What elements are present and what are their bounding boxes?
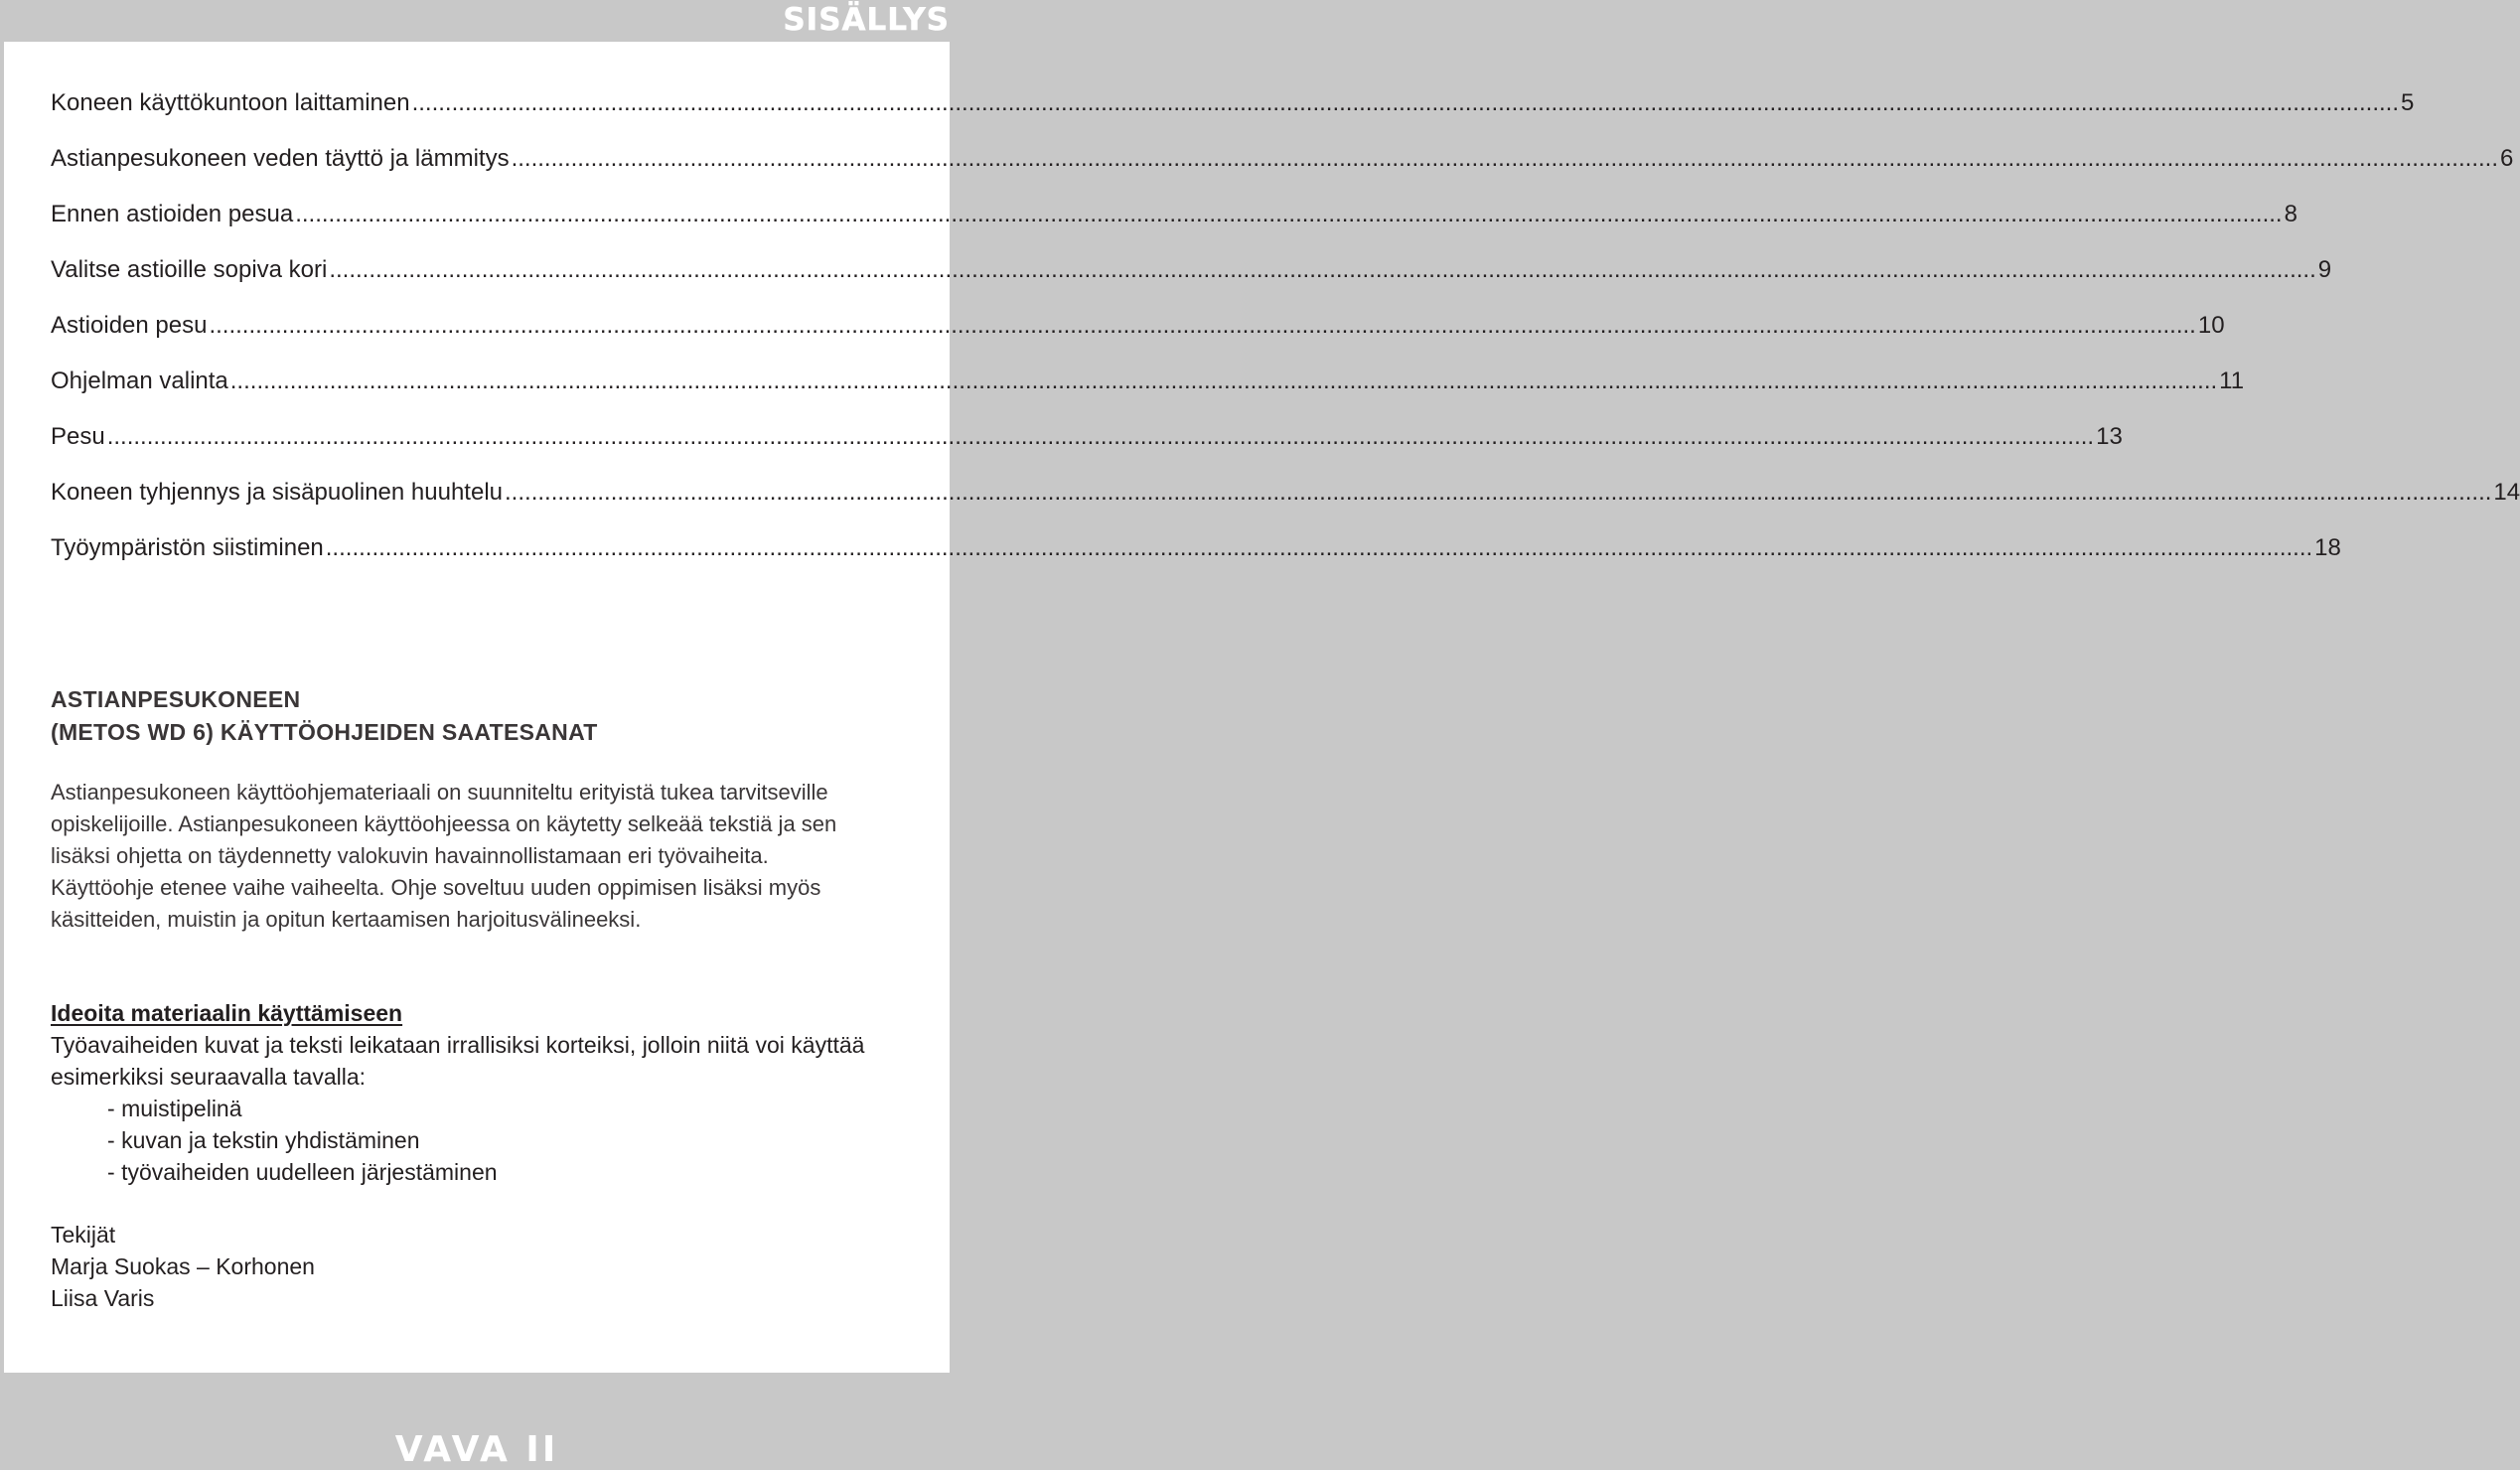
page-title: SISÄLLYS <box>783 2 950 38</box>
preface-intro-text: Astianpesukoneen käyttöohjemateriaali on suunniteltu erityistä tukea tarvitseville opiskelijoille. Astianpesukoneen käyttöohjeessa on käytetty selkeää tekstiä ja sen lisäksi ohjetta on täydennetty valokuvin havainnollistamaan eri työvaiheita. Käyttöohje etenee vaihe vaiheelta. Ohje soveltuu uuden oppimisen lisäksi myös käsitteiden, muistin ja opitun kertaamisen harjoitusvälineeksi. <box>51 780 837 932</box>
author-name: Marja Suokas – Korhonen <box>51 1253 315 1279</box>
toc-leader-dots: ............................................................................................................................................................................................................................................................................................................ <box>505 479 2492 506</box>
list-item: - työvaiheiden uudelleen järjestäminen <box>107 1156 498 1188</box>
toc-entry-title: Astianpesukoneen veden täyttö ja lämmitys <box>51 145 510 172</box>
preface-heading-line-2: (METOS WD 6) KÄYTTÖOHJEIDEN SAATESANAT <box>51 719 598 745</box>
toc-entry-page: 11 <box>2219 368 2245 394</box>
preface-heading <box>51 683 598 749</box>
toc-entry-page: 6 <box>2499 145 2514 172</box>
toc-leader-dots: ............................................................................................................................................................................................................................................................................................................ <box>295 201 2283 227</box>
authors-label: Tekijät <box>51 1222 116 1248</box>
author-name: Liisa Varis <box>51 1285 155 1311</box>
toc-entry-page: 14 <box>2493 479 2520 506</box>
toc-entry-title: Valitse astioille sopiva kori <box>51 256 328 283</box>
toc-entry-title: Astioiden pesu <box>51 312 208 339</box>
ideas-title: Ideoita materiaalin käyttämiseen <box>51 1000 403 1026</box>
toc-leader-dots: ............................................................................................................................................................................................................................................................................................................ <box>209 312 2196 339</box>
toc-row <box>51 201 2298 256</box>
toc-row <box>51 145 2514 201</box>
ideas-text: Työavaiheiden kuvat ja teksti leikataan irrallisiksi korteiksi, jolloin niitä voi käyttää esimerkiksi seuraavalla tavalla: <box>51 1032 865 1090</box>
toc-leader-dots: ............................................................................................................................................................................................................................................................................................................ <box>325 534 2313 561</box>
toc-row <box>51 534 2341 590</box>
list-item: - muistipelinä <box>107 1093 498 1124</box>
toc-entry-title: Pesu <box>51 423 105 450</box>
toc-row <box>51 368 2245 423</box>
toc-entry-title: Koneen tyhjennys ja sisäpuolinen huuhtelu <box>51 479 504 506</box>
toc-entry-title: Ohjelman valinta <box>51 368 228 394</box>
toc-leader-dots: ............................................................................................................................................................................................................................................................................................................ <box>511 145 2498 172</box>
toc-entry-page: 10 <box>2197 312 2225 339</box>
toc-leader-dots: ............................................................................................................................................................................................................................................................................................................ <box>106 423 2095 450</box>
toc-entry-title: Koneen käyttökuntoon laittaminen <box>51 89 410 116</box>
toc-leader-dots: ............................................................................................................................................................................................................................................................................................................ <box>411 89 2399 116</box>
ideas-list <box>107 1093 498 1188</box>
toc-row <box>51 89 2415 145</box>
toc-entry-title: Ennen astioiden pesua <box>51 201 294 227</box>
toc-row <box>51 312 2225 368</box>
toc-leader-dots: ............................................................................................................................................................................................................................................................................................................ <box>329 256 2316 283</box>
toc-entry-page: 13 <box>2096 423 2123 450</box>
toc-entry-page: 5 <box>2400 89 2415 116</box>
toc-entry-page: 18 <box>2314 534 2341 561</box>
table-of-contents <box>51 89 2520 590</box>
toc-entry-title: Työympäristön siistiminen <box>51 534 324 561</box>
authors-block <box>51 1219 315 1314</box>
list-item: - kuvan ja tekstin yhdistäminen <box>107 1124 498 1156</box>
toc-entry-page: 8 <box>2284 201 2298 227</box>
toc-row <box>51 479 2520 534</box>
preface-heading-line-1: ASTIANPESUKONEEN <box>51 686 301 712</box>
toc-leader-dots: ............................................................................................................................................................................................................................................................................................................ <box>229 368 2218 394</box>
toc-row <box>51 423 2123 479</box>
footer-title: VAVA II <box>394 1429 559 1470</box>
toc-row <box>51 256 2332 312</box>
toc-entry-page: 9 <box>2317 256 2332 283</box>
